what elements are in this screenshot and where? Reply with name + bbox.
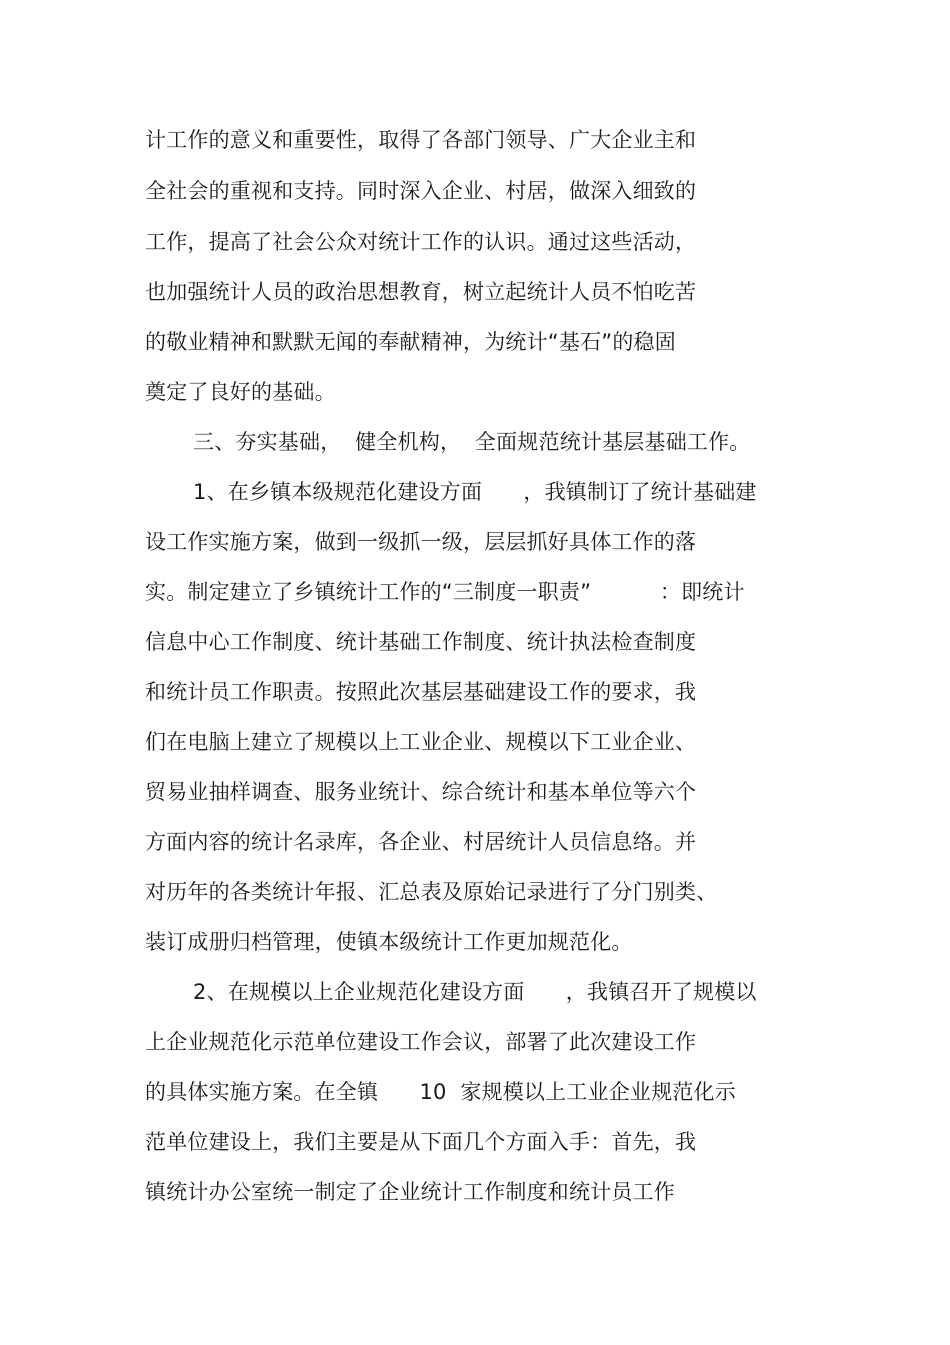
paragraph-line: 对历年的各类统计年报、汇总表及原始记录进行了分门别类、 — [145, 880, 718, 904]
paragraph-line: 上企业规范化示范单位建设工作会议，部署了此次建设工作 — [145, 1030, 697, 1054]
paragraph-line: 的具体实施方案。在全镇 10 家规模以上工业企业规范化示 — [145, 1080, 736, 1104]
paragraph-line: 方面内容的统计名录库，各企业、村居统计人员信息络。并 — [145, 830, 697, 854]
paragraph-line: 也加强统计人员的政治思想教育，树立起统计人员不怕吃苦 — [145, 280, 697, 304]
paragraph-line: 镇统计办公室统一制定了企业统计工作制度和统计员工作 — [145, 1180, 675, 1204]
paragraph-line: 贸易业抽样调查、服务业统计、综合统计和基本单位等六个 — [145, 780, 697, 804]
paragraph-line: 2、在规模以上企业规范化建设方面 ，我镇召开了规模以 — [193, 980, 757, 1004]
paragraph-line: 奠定了良好的基础。 — [145, 380, 336, 404]
section-heading: 三、夯实基础， 健全机构， 全面规范统计基层基础工作。 — [193, 430, 751, 454]
paragraph-line: 和统计员工作职责。按照此次基层基础建设工作的要求，我 — [145, 680, 697, 704]
paragraph-line: 全社会的重视和支持。同时深入企业、村居，做深入细致的 — [145, 179, 697, 203]
paragraph-line: 的敬业精神和默默无闻的奉献精神，为统计“基石”的稳固 — [145, 330, 676, 354]
paragraph-line: 们在电脑上建立了规模以上工业企业、规模以下工业企业、 — [145, 730, 697, 754]
paragraph-line: 范单位建设上，我们主要是从下面几个方面入手：首先，我 — [145, 1130, 697, 1154]
paragraph-line: 信息中心工作制度、统计基础工作制度、统计执法检查制度 — [145, 630, 697, 654]
paragraph-line: 实。制定建立了乡镇统计工作的“三制度一职责” ：即统计 — [145, 580, 745, 604]
paragraph-line: 计工作的意义和重要性，取得了各部门领导、广大企业主和 — [145, 128, 697, 152]
paragraph-line: 1、在乡镇本级规范化建设方面 ，我镇制订了统计基础建 — [193, 480, 757, 504]
paragraph-line: 装订成册归档管理，使镇本级统计工作更加规范化。 — [145, 930, 633, 954]
paragraph-line: 工作，提高了社会公众对统计工作的认识。通过这些活动， — [145, 230, 697, 254]
paragraph-line: 设工作实施方案，做到一级抓一级，层层抓好具体工作的落 — [145, 530, 697, 554]
